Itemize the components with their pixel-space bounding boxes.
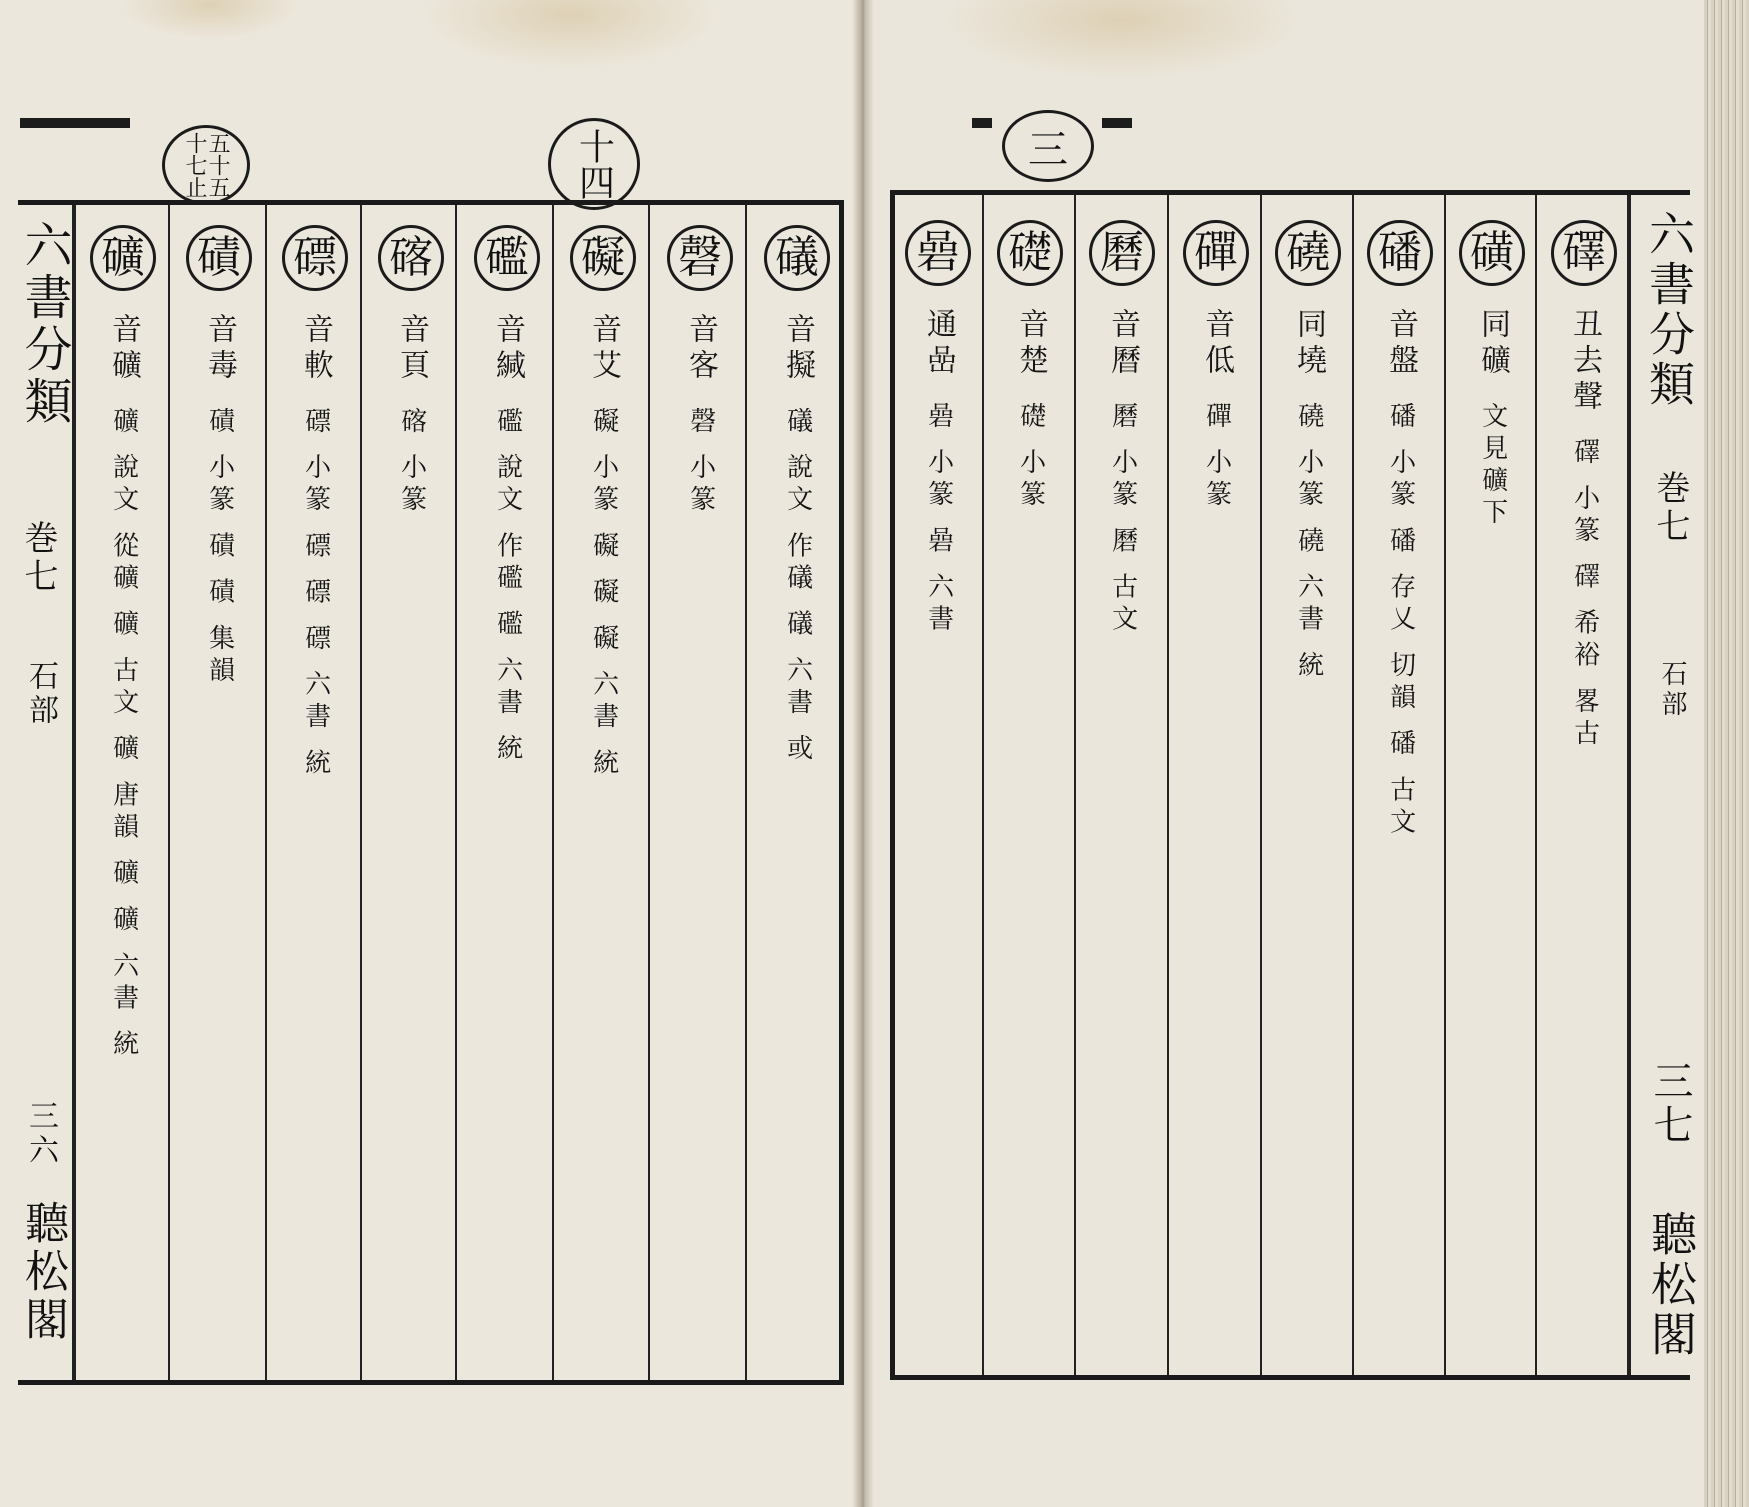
glyph-forms: 礒 說文 作礒 礒 六書 或 (782, 407, 813, 767)
publisher-name: 聽松閣 (1644, 1210, 1698, 1360)
glyph-forms: 磦 小篆 磦 磦 磦 六書 統 (300, 407, 331, 781)
glyph-forms: 磻 小篆 磻 存乂 切韻 磻 古文 (1385, 402, 1416, 840)
water-stain (942, 0, 1302, 80)
head-character-seal: 磧 (186, 225, 252, 291)
reading-note: 音曆 (1105, 308, 1140, 380)
reading-note: 音毒 (202, 313, 237, 385)
column-divider (1444, 195, 1446, 1375)
column-divider (648, 205, 650, 1380)
entry-column (986, 220, 1074, 512)
entry-column (1264, 220, 1352, 683)
glyph-forms: 礎 小篆 (1015, 402, 1046, 513)
folio-seal: 三 (1002, 110, 1094, 182)
head-character-seal: 礙 (570, 225, 636, 291)
reading-note: 音楚 (1013, 308, 1048, 380)
head-character-seal: 碞 (905, 220, 971, 286)
publisher-name: 聽松閣 (17, 1200, 68, 1344)
glyph-forms: 磧 小篆 磧 磧 集韻 (204, 407, 235, 689)
entry-column (655, 225, 745, 517)
reading-note: 丑去聲 (1567, 308, 1602, 416)
column-divider (745, 205, 747, 1380)
glyph-forms: 礛 說文 作礛 礛 六書 統 (492, 407, 523, 767)
reading-note: 音客 (683, 313, 718, 385)
reading-note: 音艾 (586, 313, 621, 385)
column-divider (1260, 195, 1262, 1375)
reading-note: 音盤 (1383, 308, 1418, 380)
entry-column (1078, 220, 1166, 637)
head-character-seal: 磻 (1367, 220, 1433, 286)
glyph-forms: 文見礦下 (1477, 402, 1508, 530)
top-rule (972, 118, 992, 128)
page-edges (1704, 0, 1749, 1507)
head-character-seal: 磦 (282, 225, 348, 291)
reading-note: 音緘 (490, 313, 525, 385)
glyph-forms: 碦 小篆 (396, 407, 427, 518)
head-character-seal: 磺 (1459, 220, 1525, 286)
water-stain (120, 0, 300, 40)
volume-label: 巻七 (1650, 470, 1690, 546)
column-divider (360, 205, 362, 1380)
glyph-forms: 磬 小篆 (685, 407, 716, 518)
head-character-seal: 磬 (667, 225, 733, 291)
water-stain (420, 0, 720, 70)
entry-column (1356, 220, 1444, 840)
glyph-forms: 碞 小篆 碞 六書 (923, 402, 954, 637)
reading-note: 音擬 (780, 313, 815, 385)
radical-label: 石部 (1657, 660, 1687, 720)
column-divider (552, 205, 554, 1380)
glyph-forms: 磿 小篆 磿 古文 (1107, 402, 1138, 637)
entry-column (1172, 220, 1260, 512)
reading-note: 同墝 (1291, 308, 1326, 380)
reading-note: 音低 (1199, 308, 1234, 380)
head-character-seal: 磾 (1183, 220, 1249, 286)
entry-column (558, 225, 648, 781)
folio-number: 三七 (1647, 1060, 1693, 1148)
head-character-seal: 礋 (1551, 220, 1617, 286)
volume-label: 巻七 (18, 520, 58, 596)
top-rule (1102, 118, 1132, 128)
entry-column (1540, 220, 1628, 751)
head-character-seal: 礛 (474, 225, 540, 291)
head-character-seal: 礒 (764, 225, 830, 291)
head-character-seal: 礦 (90, 225, 156, 291)
head-character-seal: 磽 (1275, 220, 1341, 286)
folio-number: 三六 (23, 1100, 58, 1168)
reading-note: 通嵒 (921, 308, 956, 380)
book-gutter (852, 0, 874, 1507)
margin-divider (72, 205, 76, 1380)
column-divider (168, 205, 170, 1380)
entry-column (78, 225, 168, 1062)
column-divider (1074, 195, 1076, 1375)
top-rule (20, 118, 130, 128)
radical-label: 石部 (23, 660, 58, 728)
entry-column (270, 225, 360, 781)
book-title: 六書分類 (16, 220, 72, 428)
glyph-forms: 礦 說文 從礦 礦 古文 礦 唐韻 礦 礦 六書 統 (108, 407, 139, 1062)
entry-column (462, 225, 552, 766)
small-seal: 五十五十七止 (162, 125, 250, 205)
left-page (0, 0, 862, 1507)
entry-column (752, 225, 842, 766)
head-character-seal: 磿 (1089, 220, 1155, 286)
entry-column (894, 220, 982, 637)
glyph-forms: 磾 小篆 (1201, 402, 1232, 513)
column-divider (1167, 195, 1169, 1375)
glyph-forms: 礋 小篆 礋 希裕 畧古 (1569, 438, 1600, 752)
column-divider (982, 195, 984, 1375)
entry-column (366, 225, 456, 517)
entry-column (1448, 220, 1536, 530)
reading-note: 音頁 (394, 313, 429, 385)
glyph-forms: 礙 小篆 礙 礙 礙 六書 統 (588, 407, 619, 781)
glyph-forms: 磽 小篆 磽 六書 統 (1293, 402, 1324, 684)
reading-note: 音礦 (106, 313, 141, 385)
right-page (862, 0, 1704, 1507)
reading-note: 同礦 (1475, 308, 1510, 380)
entry-column (174, 225, 264, 688)
head-character-seal: 碦 (378, 225, 444, 291)
reading-note: 音軟 (298, 313, 333, 385)
head-character-seal: 礎 (997, 220, 1063, 286)
folio-seal: 十四 (548, 118, 640, 210)
book-title: 六書分類 (1642, 210, 1696, 410)
column-divider (265, 205, 267, 1380)
column-divider (1352, 195, 1354, 1375)
